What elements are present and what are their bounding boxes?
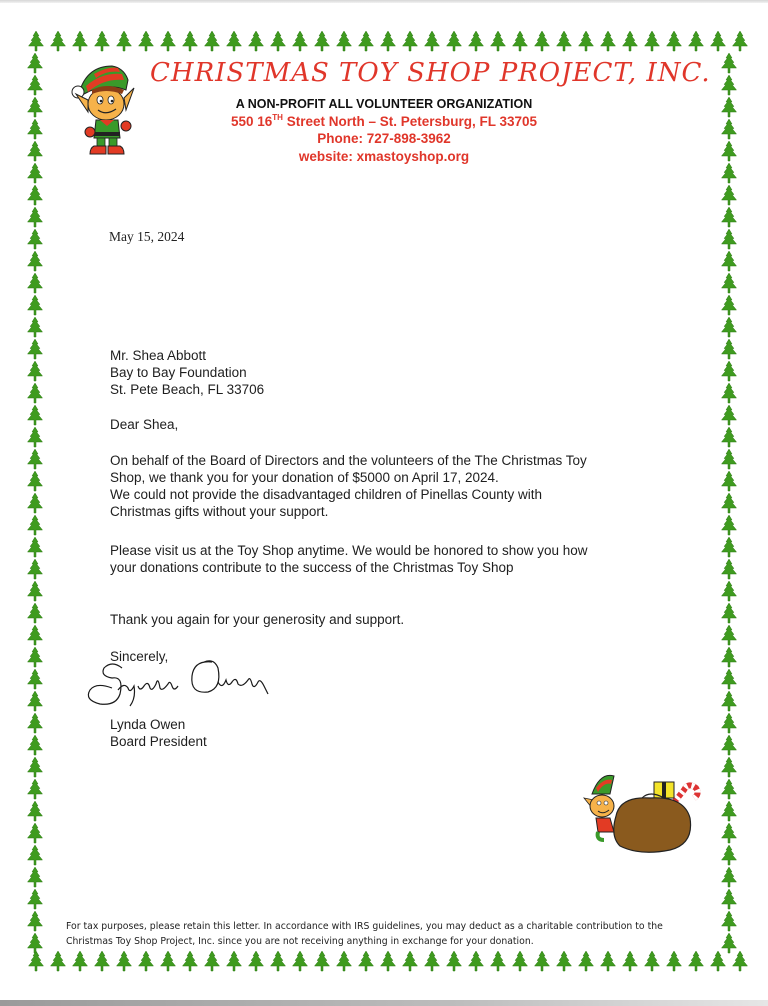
christmas-tree-icon bbox=[179, 950, 201, 972]
christmas-tree-icon bbox=[24, 734, 46, 756]
christmas-tree-icon bbox=[718, 822, 740, 844]
christmas-tree-icon bbox=[24, 118, 46, 140]
organization-title: CHRISTMAS TOY SHOP PROJECT, INC. bbox=[150, 58, 711, 88]
christmas-tree-icon bbox=[24, 206, 46, 228]
address-prefix: 550 16 bbox=[230, 114, 273, 129]
christmas-tree-icon bbox=[718, 228, 740, 250]
christmas-tree-icon bbox=[24, 756, 46, 778]
closing-line: Thank you again for your generosity and support. bbox=[110, 612, 405, 627]
christmas-tree-icon bbox=[718, 558, 740, 580]
christmas-tree-icon bbox=[718, 888, 740, 910]
christmas-tree-icon bbox=[24, 778, 46, 800]
christmas-tree-icon bbox=[201, 30, 223, 52]
christmas-tree-icon bbox=[355, 30, 377, 52]
christmas-tree-icon bbox=[333, 950, 355, 972]
christmas-tree-icon bbox=[377, 950, 399, 972]
christmas-tree-icon bbox=[24, 712, 46, 734]
christmas-tree-icon bbox=[718, 448, 740, 470]
sign-off: Sincerely, bbox=[110, 649, 169, 664]
recipient-name: Mr. Shea Abbott bbox=[110, 348, 207, 363]
christmas-tree-icon bbox=[47, 30, 69, 52]
christmas-tree-icon bbox=[718, 866, 740, 888]
christmas-tree-icon bbox=[729, 30, 751, 52]
christmas-tree-icon bbox=[718, 426, 740, 448]
christmas-tree-icon bbox=[113, 30, 135, 52]
elf-with-gift-sack-icon bbox=[580, 770, 710, 856]
organization-subtitle: A NON-PROFIT ALL VOLUNTEER ORGANIZATION bbox=[235, 97, 533, 111]
christmas-tree-icon bbox=[718, 294, 740, 316]
page-top-edge bbox=[0, 0, 768, 3]
christmas-tree-icon bbox=[24, 426, 46, 448]
christmas-tree-icon bbox=[718, 778, 740, 800]
christmas-tree-icon bbox=[311, 30, 333, 52]
christmas-tree-icon bbox=[311, 950, 333, 972]
christmas-tree-icon bbox=[718, 470, 740, 492]
christmas-tree-icon bbox=[201, 950, 223, 972]
christmas-tree-icon bbox=[24, 96, 46, 118]
christmas-tree-icon bbox=[24, 514, 46, 536]
christmas-tree-icon bbox=[24, 580, 46, 602]
christmas-tree-icon bbox=[24, 800, 46, 822]
christmas-tree-icon bbox=[641, 30, 663, 52]
christmas-tree-icon bbox=[465, 950, 487, 972]
christmas-tree-icon bbox=[91, 30, 113, 52]
christmas-tree-icon bbox=[597, 30, 619, 52]
christmas-tree-icon bbox=[718, 338, 740, 360]
christmas-tree-icon bbox=[24, 228, 46, 250]
tree-border-right bbox=[718, 52, 740, 954]
christmas-tree-icon bbox=[399, 30, 421, 52]
christmas-tree-icon bbox=[553, 30, 575, 52]
christmas-tree-icon bbox=[443, 950, 465, 972]
paragraph-thanks bbox=[110, 452, 710, 520]
christmas-tree-icon bbox=[619, 30, 641, 52]
recipient-city: St. Pete Beach, FL 33706 bbox=[110, 382, 265, 397]
christmas-tree-icon bbox=[157, 950, 179, 972]
christmas-tree-icon bbox=[531, 30, 553, 52]
christmas-tree-icon bbox=[223, 950, 245, 972]
christmas-tree-icon bbox=[377, 30, 399, 52]
paragraph-line: We could not provide the disadvantaged children of Pinellas County with bbox=[110, 487, 543, 502]
christmas-tree-icon bbox=[641, 950, 663, 972]
christmas-tree-icon bbox=[24, 536, 46, 558]
christmas-tree-icon bbox=[24, 668, 46, 690]
christmas-tree-icon bbox=[718, 162, 740, 184]
christmas-tree-icon bbox=[718, 536, 740, 558]
christmas-tree-icon bbox=[157, 30, 179, 52]
christmas-tree-icon bbox=[223, 30, 245, 52]
christmas-tree-icon bbox=[24, 932, 46, 954]
christmas-tree-icon bbox=[24, 360, 46, 382]
paragraph-line: Please visit us at the Toy Shop anytime. We would be honored to show you how bbox=[110, 543, 588, 558]
signer-name: Lynda Owen bbox=[110, 717, 186, 732]
christmas-tree-icon bbox=[718, 272, 740, 294]
christmas-tree-icon bbox=[289, 950, 311, 972]
christmas-tree-icon bbox=[718, 96, 740, 118]
christmas-tree-icon bbox=[69, 30, 91, 52]
christmas-tree-icon bbox=[245, 30, 267, 52]
christmas-tree-icon bbox=[24, 52, 46, 74]
christmas-tree-icon bbox=[24, 448, 46, 470]
tax-note bbox=[66, 920, 706, 949]
christmas-tree-icon bbox=[179, 30, 201, 52]
organization-phone: Phone: 727-898-3962 bbox=[317, 131, 451, 146]
christmas-tree-icon bbox=[718, 756, 740, 778]
christmas-tree-icon bbox=[24, 316, 46, 338]
christmas-tree-icon bbox=[24, 184, 46, 206]
christmas-tree-icon bbox=[663, 30, 685, 52]
elf-icon bbox=[66, 60, 140, 158]
signature-icon bbox=[82, 654, 282, 714]
tax-note-line: Christmas Toy Shop Project, Inc. since you are not receiving anything in exchange for your donation. bbox=[66, 935, 534, 947]
paragraph-line: On behalf of the Board of Directors and the volunteers of the The Christmas Toy bbox=[110, 453, 587, 468]
christmas-tree-icon bbox=[718, 250, 740, 272]
christmas-tree-icon bbox=[91, 950, 113, 972]
christmas-tree-icon bbox=[685, 30, 707, 52]
christmas-tree-icon bbox=[24, 844, 46, 866]
christmas-tree-icon bbox=[718, 382, 740, 404]
christmas-tree-icon bbox=[718, 602, 740, 624]
christmas-tree-icon bbox=[24, 888, 46, 910]
christmas-tree-icon bbox=[24, 866, 46, 888]
christmas-tree-icon bbox=[333, 30, 355, 52]
christmas-tree-icon bbox=[718, 580, 740, 602]
christmas-tree-icon bbox=[24, 382, 46, 404]
christmas-tree-icon bbox=[685, 950, 707, 972]
recipient-organization: Bay to Bay Foundation bbox=[110, 365, 247, 380]
christmas-tree-icon bbox=[24, 74, 46, 96]
christmas-tree-icon bbox=[355, 950, 377, 972]
christmas-tree-icon bbox=[718, 52, 740, 74]
christmas-tree-icon bbox=[718, 624, 740, 646]
christmas-tree-icon bbox=[718, 184, 740, 206]
christmas-tree-icon bbox=[718, 492, 740, 514]
christmas-tree-icon bbox=[575, 30, 597, 52]
christmas-tree-icon bbox=[718, 932, 740, 954]
christmas-tree-icon bbox=[663, 950, 685, 972]
christmas-tree-icon bbox=[24, 690, 46, 712]
christmas-tree-icon bbox=[47, 950, 69, 972]
christmas-tree-icon bbox=[267, 950, 289, 972]
christmas-tree-icon bbox=[718, 844, 740, 866]
christmas-tree-icon bbox=[399, 950, 421, 972]
christmas-tree-icon bbox=[24, 492, 46, 514]
christmas-tree-icon bbox=[718, 910, 740, 932]
christmas-tree-icon bbox=[718, 118, 740, 140]
signer-title: Board President bbox=[110, 734, 207, 749]
salutation: Dear Shea, bbox=[110, 417, 179, 432]
tree-border-top bbox=[25, 30, 751, 52]
signer-block bbox=[110, 716, 710, 750]
tree-border-bottom bbox=[25, 950, 751, 972]
address-suffix: Street North – St. Petersburg, FL 33705 bbox=[282, 114, 538, 129]
christmas-tree-icon bbox=[135, 950, 157, 972]
christmas-tree-icon bbox=[421, 30, 443, 52]
page-bottom-edge bbox=[0, 1000, 768, 1006]
christmas-tree-icon bbox=[718, 690, 740, 712]
christmas-tree-icon bbox=[24, 250, 46, 272]
paragraph-invitation bbox=[110, 542, 710, 576]
christmas-tree-icon bbox=[24, 624, 46, 646]
christmas-tree-icon bbox=[718, 316, 740, 338]
christmas-tree-icon bbox=[553, 950, 575, 972]
christmas-tree-icon bbox=[24, 910, 46, 932]
christmas-tree-icon bbox=[487, 30, 509, 52]
christmas-tree-icon bbox=[707, 30, 729, 52]
christmas-tree-icon bbox=[24, 822, 46, 844]
christmas-tree-icon bbox=[24, 404, 46, 426]
christmas-tree-icon bbox=[135, 30, 157, 52]
christmas-tree-icon bbox=[24, 162, 46, 184]
christmas-tree-icon bbox=[509, 950, 531, 972]
recipient-address bbox=[110, 347, 710, 398]
christmas-tree-icon bbox=[718, 404, 740, 426]
christmas-tree-icon bbox=[24, 470, 46, 492]
tree-border-left bbox=[24, 52, 46, 954]
christmas-tree-icon bbox=[718, 206, 740, 228]
christmas-tree-icon bbox=[289, 30, 311, 52]
christmas-tree-icon bbox=[619, 950, 641, 972]
christmas-tree-icon bbox=[443, 30, 465, 52]
organization-address bbox=[140, 113, 628, 129]
organization-website: website: xmastoyshop.org bbox=[298, 149, 470, 164]
address-superscript: TH bbox=[272, 113, 283, 122]
christmas-tree-icon bbox=[421, 950, 443, 972]
christmas-tree-icon bbox=[718, 514, 740, 536]
paragraph-line: your donations contribute to the success of the Christmas Toy Shop bbox=[110, 560, 514, 575]
christmas-tree-icon bbox=[718, 712, 740, 734]
christmas-tree-icon bbox=[24, 140, 46, 162]
letter-date: May 15, 2024 bbox=[109, 229, 185, 244]
christmas-tree-icon bbox=[25, 30, 47, 52]
christmas-tree-icon bbox=[24, 272, 46, 294]
christmas-tree-icon bbox=[24, 646, 46, 668]
christmas-tree-icon bbox=[718, 800, 740, 822]
christmas-tree-icon bbox=[465, 30, 487, 52]
christmas-tree-icon bbox=[718, 668, 740, 690]
paragraph-line: Shop, we thank you for your donation of $5000 on April 17, 2024. bbox=[110, 470, 499, 485]
christmas-tree-icon bbox=[69, 950, 91, 972]
christmas-tree-icon bbox=[575, 950, 597, 972]
tax-note-line: For tax purposes, please retain this letter. In accordance with IRS guidelines, you may deduct as a charitable contribution to the bbox=[66, 921, 663, 932]
christmas-tree-icon bbox=[718, 360, 740, 382]
christmas-tree-icon bbox=[718, 74, 740, 96]
christmas-tree-icon bbox=[24, 338, 46, 360]
christmas-tree-icon bbox=[718, 646, 740, 668]
christmas-tree-icon bbox=[267, 30, 289, 52]
christmas-tree-icon bbox=[24, 294, 46, 316]
christmas-tree-icon bbox=[597, 950, 619, 972]
christmas-tree-icon bbox=[24, 602, 46, 624]
christmas-tree-icon bbox=[245, 950, 267, 972]
christmas-tree-icon bbox=[531, 950, 553, 972]
christmas-tree-icon bbox=[24, 558, 46, 580]
christmas-tree-icon bbox=[113, 950, 135, 972]
christmas-tree-icon bbox=[718, 140, 740, 162]
christmas-tree-icon bbox=[487, 950, 509, 972]
christmas-tree-icon bbox=[718, 734, 740, 756]
christmas-tree-icon bbox=[509, 30, 531, 52]
paragraph-line: Christmas gifts without your support. bbox=[110, 504, 329, 519]
